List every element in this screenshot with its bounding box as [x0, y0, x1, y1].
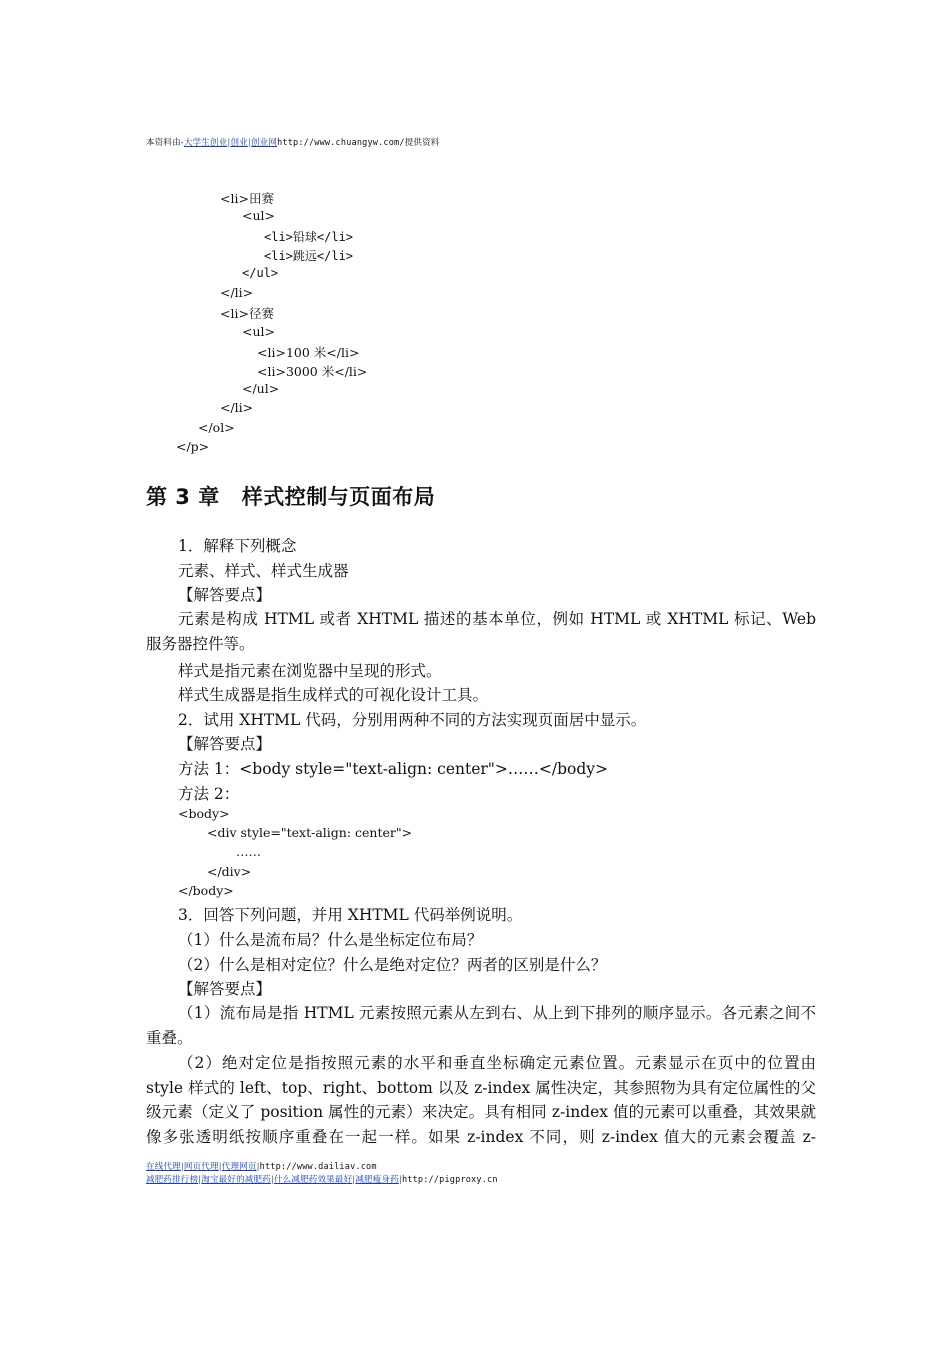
code-line: <li>径赛: [220, 306, 274, 321]
code-line: </body>: [178, 883, 234, 898]
footer-line-1: 在线代理|网页代理|代理网页|http://www.dailiav.com: [146, 1162, 377, 1172]
answer-key-heading: 【解答要点】: [178, 980, 272, 998]
code-line: <ul>: [242, 208, 275, 223]
answer-3-paragraph-1: （1）流布局是指 HTML 元素按照元素从左到右、从上到下排列的顺序显示。各元素之间不重叠。: [146, 1004, 816, 1047]
footer-link[interactable]: 在线代理: [146, 1162, 181, 1172]
question-2: 2．试用 XHTML 代码，分别用两种不同的方法实现页面居中显示。: [178, 711, 647, 729]
question-3: 3．回答下列问题，并用 XHTML 代码举例说明。: [178, 906, 523, 924]
footer-line-2: 减肥药排行榜|淘宝最好的减肥药|什么减肥药效果最好|减肥瘦身药|http://pigproxy.cn: [146, 1175, 498, 1185]
footer-link[interactable]: 代理网页: [221, 1162, 257, 1172]
header-link-1[interactable]: 大学生创业: [183, 138, 228, 148]
code-line: <div style="text-align: center">: [207, 825, 413, 840]
footer-link[interactable]: 淘宝最好的减肥药: [201, 1175, 271, 1185]
answer-key-heading: 【解答要点】: [178, 735, 272, 753]
header-prefix: 本资料由-: [146, 138, 184, 148]
code-line: <li>3000 米</li>: [257, 364, 368, 379]
code-line: <body>: [178, 806, 230, 821]
code-line: </ol>: [198, 420, 235, 435]
footer-link[interactable]: 减肥瘦身药: [355, 1175, 399, 1185]
header-url: http://www.chuangyw.com/: [277, 138, 405, 148]
answer-1-paragraph-3: 样式生成器是指生成样式的可视化设计工具。: [178, 686, 489, 704]
chapter-title: 样式控制与页面布局: [241, 485, 436, 509]
method-2: 方法 2：: [178, 785, 240, 803]
code-line: </ul>: [242, 266, 279, 280]
question-1-terms: 元素、样式、样式生成器: [178, 562, 349, 580]
question-3-1: （1）什么是流布局？什么是坐标定位布局？: [178, 931, 483, 949]
code-line: <li>跳远</li>: [264, 249, 354, 263]
code-line: </p>: [176, 439, 210, 454]
footer-link[interactable]: 网页代理: [183, 1162, 219, 1172]
code-line: <ul>: [242, 324, 275, 339]
header-suffix: 提供资料: [404, 138, 440, 148]
footer-url-2: http://pigproxy.cn: [401, 1175, 498, 1185]
header-link-2[interactable]: 创业: [230, 138, 248, 148]
footer-url-1: http://www.dailiav.com: [259, 1162, 377, 1172]
method-1: 方法 1：<body style="text-align: center">……</body>: [178, 760, 609, 778]
code-line: ……: [236, 844, 261, 859]
code-line: </li>: [220, 285, 254, 300]
footer-link[interactable]: 什么减肥药效果最好: [273, 1175, 353, 1185]
question-3-2: （2）什么是相对定位？什么是绝对定位？两者的区别是什么？: [178, 956, 607, 974]
code-line: <li>100 米</li>: [257, 345, 360, 360]
answer-1-paragraph-2: 样式是指元素在浏览器中呈现的形式。: [178, 662, 442, 680]
chapter-number: 第 3 章: [146, 485, 220, 509]
code-line: </ul>: [242, 381, 280, 396]
footer-link[interactable]: 减肥药排行榜: [146, 1175, 199, 1185]
answer-key-heading: 【解答要点】: [178, 586, 272, 604]
answer-3-paragraph-2: （2）绝对定位是指按照元素的水平和垂直坐标确定元素位置。元素显示在页中的位置由 style 样式的 left、top、right、bottom 以及 z-index 属性决定，其参照物为具有定位属性的父级元素（定义了 position 属性的元素）来决定。具有相同 z-index 值的元素可以重叠，其效果就像多张透明纸按顺序重叠在一起一样。如果 z-index 不同，则 z-index 值大的元素会覆盖 z-: [146, 1054, 816, 1146]
code-line: </div>: [207, 864, 252, 879]
page-header: 本资料由-大学生创业|创业|创业网http://www.chuangyw.com/提供资料: [146, 138, 440, 148]
code-line: <li>铅球</li>: [264, 230, 354, 244]
code-line: </li>: [220, 400, 254, 415]
chapter-heading: [146, 481, 435, 511]
header-link-3[interactable]: 创业网: [250, 138, 278, 148]
code-line: <li>田赛: [220, 191, 274, 206]
question-1: 1．解释下列概念: [178, 537, 297, 555]
answer-1-paragraph-1: 元素是构成 HTML 或者 XHTML 描述的基本单位，例如 HTML 或 XHTML 标记、Web 服务器控件等。: [146, 610, 816, 653]
